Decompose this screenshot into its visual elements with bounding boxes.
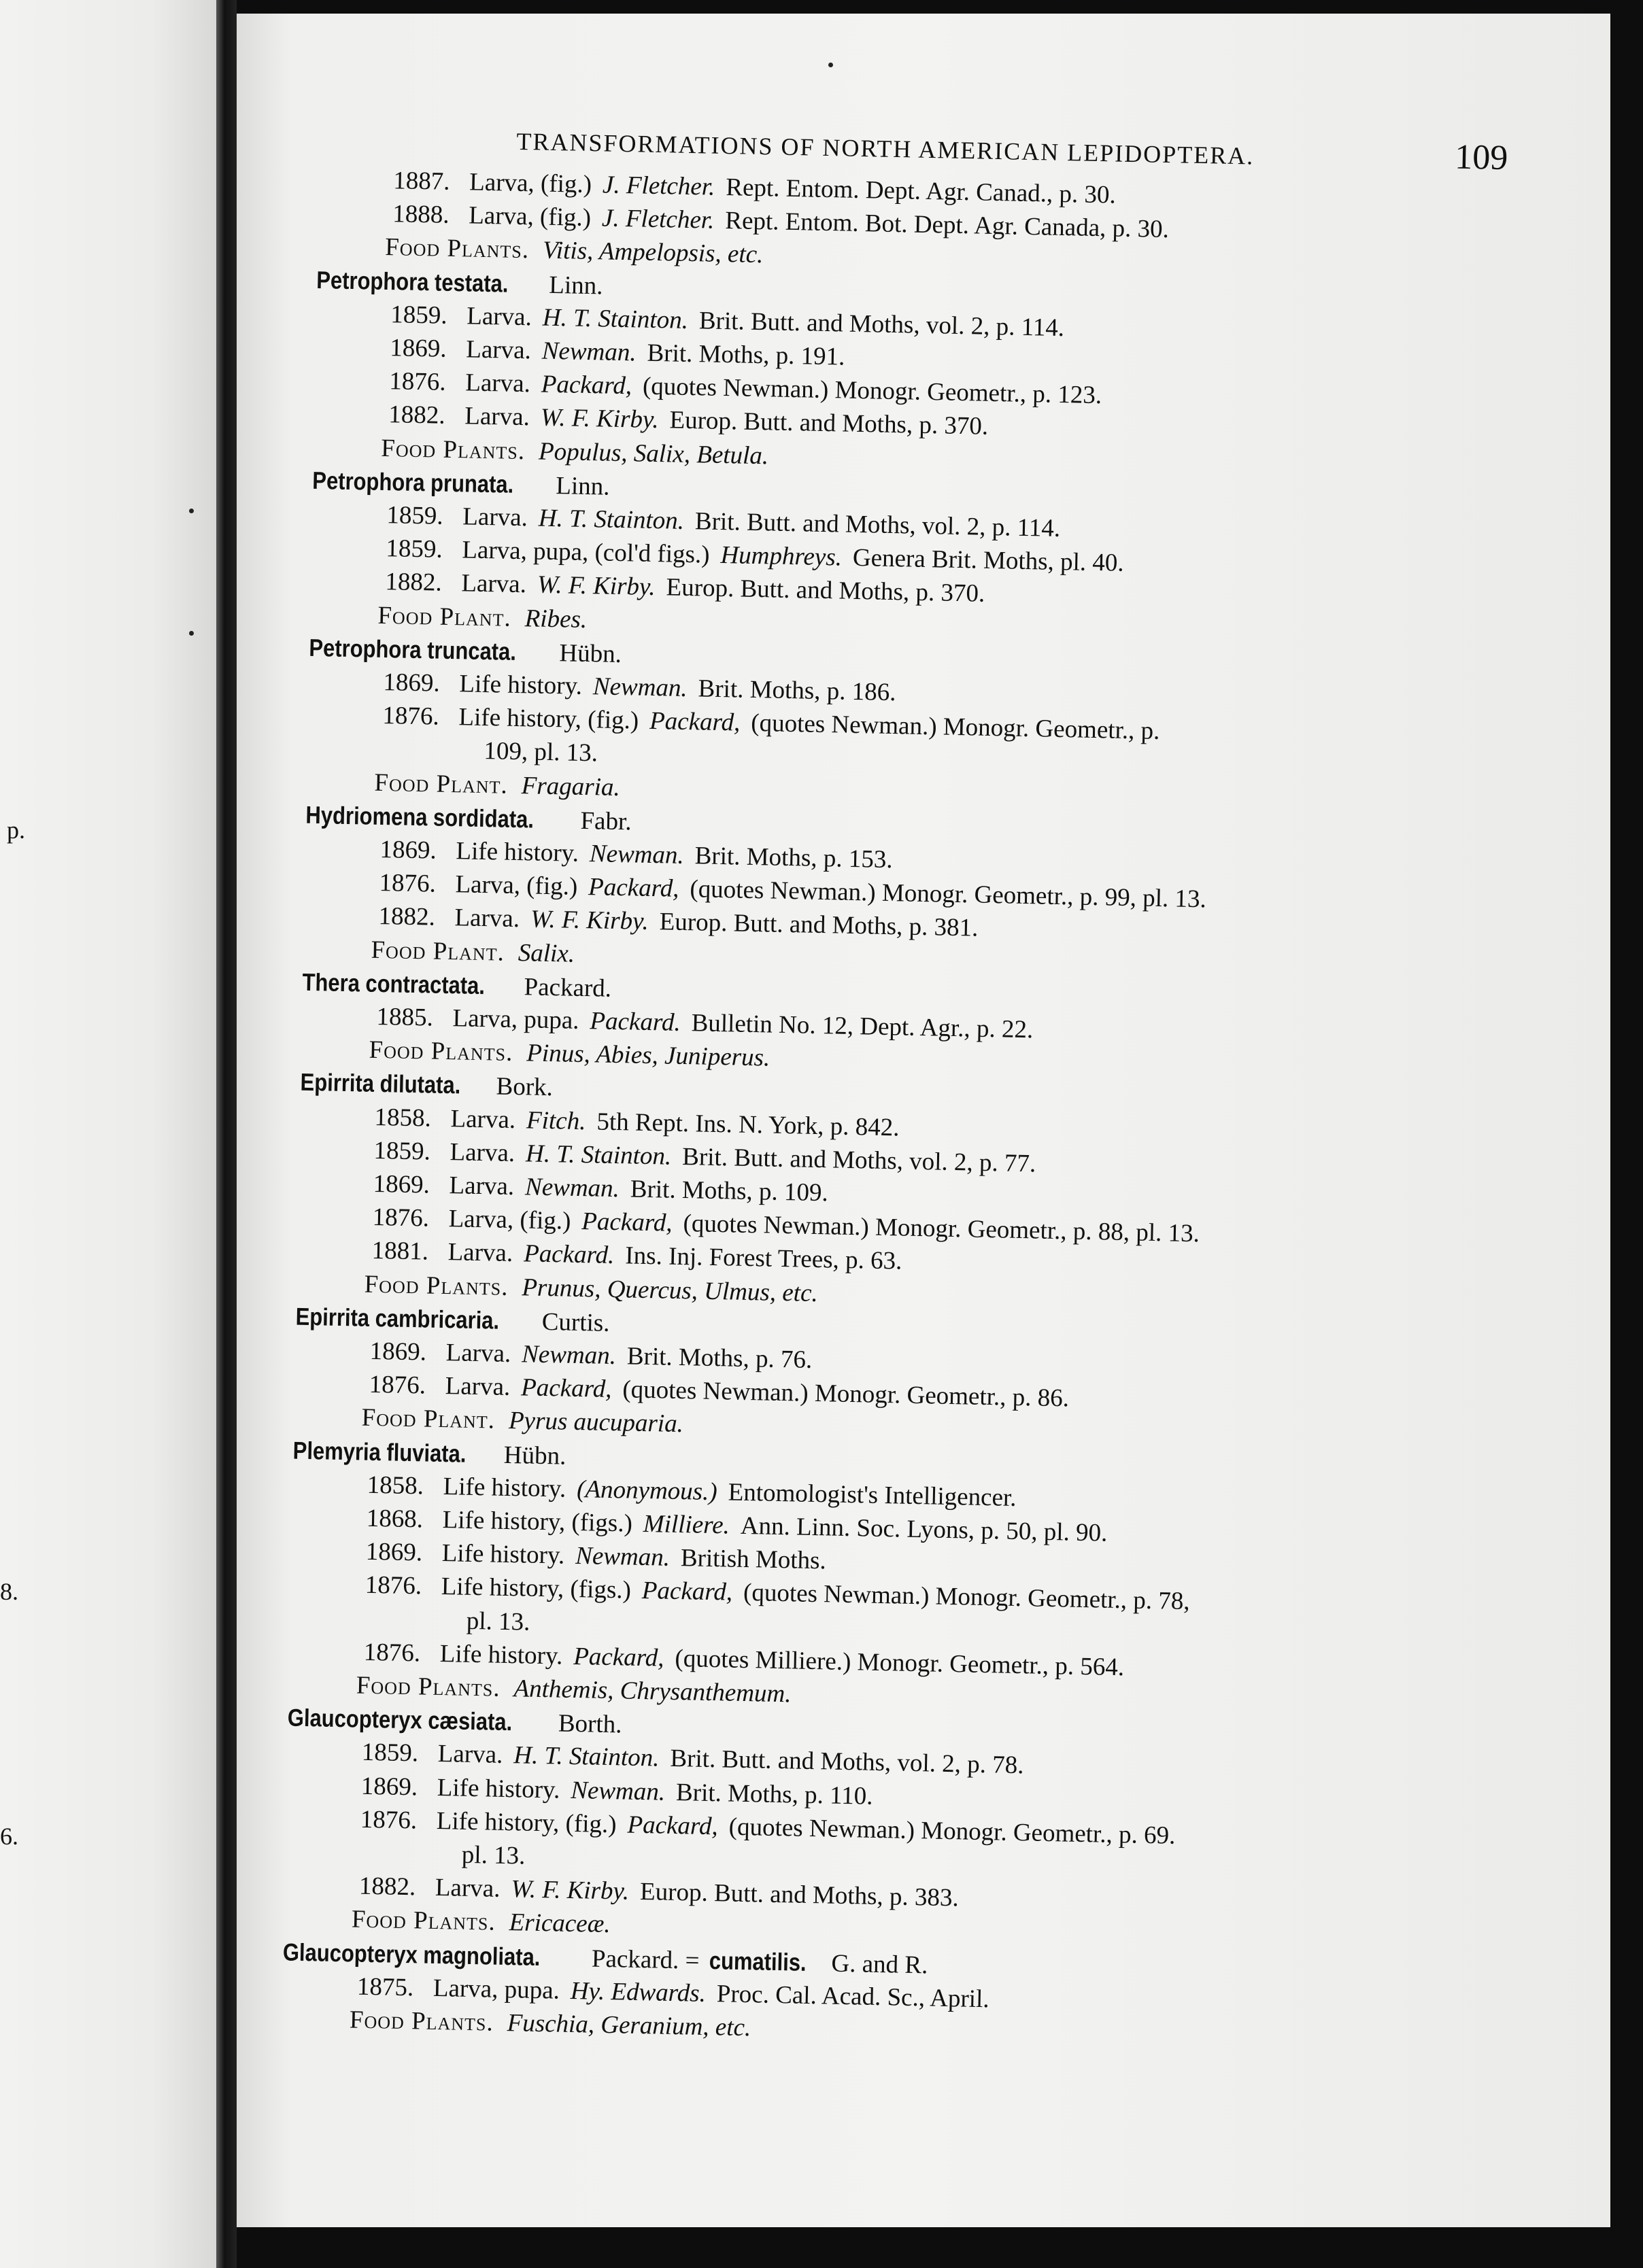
reference-author: Packard, bbox=[541, 370, 632, 400]
book-gutter bbox=[216, 0, 237, 2268]
reference-year: 1859. bbox=[373, 1136, 431, 1166]
publication: Europ. Butt. and Moths, p. 370. bbox=[666, 573, 985, 608]
publication: Rept. Entom. Dept. Agr. Canad., p. 30. bbox=[725, 173, 1117, 209]
publication: Europ. Butt. and Moths, p. 383. bbox=[639, 1878, 960, 1912]
food-plants-list: Fragaria. bbox=[521, 771, 621, 802]
life-stage: Larva. bbox=[466, 302, 532, 332]
life-stage: Larva. bbox=[445, 1372, 511, 1402]
life-stage: Larva. bbox=[464, 368, 531, 398]
life-stage: Life history. bbox=[439, 1639, 563, 1670]
reference-year: 1859. bbox=[361, 1738, 419, 1768]
species-name: Thera contractata. bbox=[302, 967, 486, 999]
reference-year: 1858. bbox=[367, 1471, 424, 1500]
publication: Genera Brit. Moths, pl. 40. bbox=[852, 544, 1125, 578]
reference-line bbox=[373, 1169, 828, 1208]
reference-author: Newman. bbox=[524, 1173, 620, 1203]
food-plants-label: Food Plants. bbox=[384, 233, 530, 264]
publication: Brit. Moths, p. 109. bbox=[630, 1175, 829, 1207]
reference-author: H. T. Stainton. bbox=[525, 1139, 672, 1171]
species-heading bbox=[300, 1067, 553, 1102]
continuation-line bbox=[461, 1840, 525, 1872]
species-heading bbox=[312, 466, 610, 502]
publication: Proc. Cal. Acad. Sc., April. bbox=[716, 1980, 990, 2014]
food-plants-list: Vitis, Ampelopsis, etc. bbox=[542, 237, 764, 269]
species-name: Epirrita cambricaria. bbox=[295, 1302, 500, 1335]
life-stage: Larva. bbox=[450, 1104, 516, 1134]
reference-author: Newman. bbox=[570, 1776, 666, 1806]
species-authority: Fabr. bbox=[580, 806, 632, 836]
reference-author: J. Fletcher. bbox=[601, 204, 715, 235]
reference-year: 1881. bbox=[371, 1237, 429, 1266]
food-plants-list: Salix. bbox=[518, 938, 575, 968]
species-name: Glaucopteryx magnoliata. bbox=[282, 1938, 541, 1971]
reference-author: Newman. bbox=[589, 840, 685, 870]
food-plants-line bbox=[374, 768, 620, 802]
reference-author: H. T. Stainton. bbox=[513, 1741, 660, 1772]
food-plants-list: Fuschia, Geranium, etc. bbox=[507, 2009, 751, 2042]
reference-author: Newman. bbox=[575, 1542, 671, 1572]
publication: Rept. Entom. Bot. Dept. Agr. Canada, p. 30. bbox=[724, 207, 1170, 244]
species-authority: Borth. bbox=[558, 1709, 622, 1739]
reference-line bbox=[365, 1537, 826, 1577]
reference-year: 1876. bbox=[360, 1805, 418, 1835]
reference-year: 1887. bbox=[392, 167, 450, 196]
food-plants-list: Pyrus aucuparia. bbox=[508, 1407, 684, 1439]
food-plants-line bbox=[369, 1035, 770, 1073]
speck bbox=[189, 509, 194, 513]
life-stage: Larva. bbox=[435, 1874, 501, 1904]
food-plants-label: Food Plants. bbox=[351, 1905, 496, 1937]
life-stage: Life history. bbox=[443, 1472, 566, 1503]
reference-year: 1876. bbox=[369, 1371, 426, 1400]
publication: Brit. Moths, p. 153. bbox=[694, 842, 893, 874]
reference-year: 1869. bbox=[360, 1772, 418, 1801]
reference-year: 1869. bbox=[369, 1337, 427, 1367]
reference-author: H. T. Stainton. bbox=[542, 303, 689, 334]
reference-year: 1869. bbox=[365, 1537, 423, 1567]
left-page-edge bbox=[0, 0, 216, 2268]
food-plants-list: Ribes. bbox=[524, 604, 588, 634]
publication: Bulletin No. 12, Dept. Agr., p. 22. bbox=[691, 1009, 1034, 1044]
reference-author: Fitch. bbox=[526, 1105, 586, 1135]
speck bbox=[189, 631, 194, 636]
reference-year: 1876. bbox=[382, 702, 440, 731]
food-plants-label: Food Plant. bbox=[377, 601, 512, 632]
left-margin-fragment: 8. bbox=[0, 1578, 18, 1605]
reference-author: Packard, bbox=[649, 707, 741, 737]
life-stage: Larva, (fig.) bbox=[469, 168, 592, 199]
food-plants-line bbox=[350, 2005, 751, 2043]
text-block bbox=[279, 122, 1508, 2185]
publication: Brit. Moths, p. 186. bbox=[698, 674, 896, 707]
left-margin-fragment: 6. bbox=[0, 1823, 18, 1850]
reference-author: W. F. Kirby. bbox=[530, 905, 649, 936]
species-authority: Curtis. bbox=[541, 1307, 610, 1337]
species-authority: Hübn. bbox=[503, 1441, 566, 1471]
reference-author: Newman. bbox=[592, 672, 688, 703]
publication: Entomologist's Intelligencer. bbox=[728, 1478, 1017, 1512]
reference-author: Newman. bbox=[521, 1340, 617, 1371]
food-plants-line bbox=[377, 600, 588, 634]
publication: (quotes Milliere.) Monogr. Geometr., p. 564. bbox=[675, 1644, 1125, 1681]
species-authority: Linn. bbox=[548, 271, 603, 300]
publication: Ins. Inj. Forest Trees, p. 63. bbox=[624, 1241, 902, 1275]
reference-author: J. Fletcher. bbox=[602, 171, 715, 201]
reference-line bbox=[379, 835, 893, 875]
food-plants-label: Food Plants. bbox=[356, 1671, 501, 1702]
publication: Brit. Butt. and Moths, vol. 2, p. 114. bbox=[698, 307, 1065, 342]
reference-line bbox=[390, 333, 845, 372]
food-plants-line bbox=[356, 1671, 792, 1710]
reference-year: 1869. bbox=[379, 835, 437, 865]
reference-author: Packard. bbox=[523, 1239, 615, 1270]
reference-year: 1859. bbox=[386, 501, 444, 530]
publication: (quotes Newman.) Monogr. Geometr., p. 123. bbox=[642, 372, 1102, 410]
continuation-line bbox=[484, 736, 598, 768]
food-plants-line bbox=[385, 233, 764, 270]
food-plants-line bbox=[381, 434, 769, 471]
reference-year: 1885. bbox=[376, 1002, 434, 1032]
species-heading bbox=[309, 633, 622, 669]
reference-year: 1868. bbox=[366, 1504, 424, 1534]
food-plants-list: Populus, Salix, Betula. bbox=[538, 437, 769, 470]
life-stage: Larva, pupa. bbox=[452, 1004, 579, 1035]
species-name: Hydriomena sordidata. bbox=[305, 800, 535, 834]
left-margin-fragment: p. bbox=[7, 817, 25, 844]
life-stage: Life history, (fig.) bbox=[436, 1806, 617, 1839]
food-plants-list: Prunus, Quercus, Ulmus, etc. bbox=[522, 1273, 819, 1307]
reference-line bbox=[383, 668, 896, 708]
life-stage: Larva, (fig.) bbox=[468, 201, 592, 233]
reference-author: H. T. Stainton. bbox=[538, 504, 685, 535]
life-stage: Life history, (fig.) bbox=[458, 703, 639, 735]
synonym-name: cumatilis. bbox=[709, 1946, 807, 1976]
synonym-authority: G. and R. bbox=[831, 1949, 928, 1980]
food-plants-list: Ericaceæ. bbox=[509, 1908, 611, 1939]
reference-author: W. F. Kirby. bbox=[511, 1875, 630, 1906]
continuation-text: pl. 13. bbox=[466, 1606, 530, 1636]
continuation-text: pl. 13. bbox=[461, 1840, 526, 1870]
reference-line bbox=[369, 1337, 812, 1375]
life-stage: Larva. bbox=[461, 569, 527, 599]
species-heading bbox=[302, 967, 611, 1003]
life-stage: Larva. bbox=[449, 1171, 515, 1201]
species-heading bbox=[292, 1435, 566, 1471]
reference-year: 1869. bbox=[373, 1169, 430, 1199]
reference-author: Humphreys. bbox=[720, 541, 843, 572]
publication: (quotes Newman.) Monogr. Geometr., p. bbox=[750, 709, 1160, 746]
publication: (quotes Newman.) Monogr. Geometr., p. 69. bbox=[728, 1812, 1176, 1850]
publication: Brit. Moths, p. 191. bbox=[647, 339, 845, 371]
page-number: 109 bbox=[1454, 137, 1508, 178]
food-plants-label: Food Plants. bbox=[369, 1035, 513, 1067]
reference-year: 1882. bbox=[385, 568, 443, 598]
food-plants-list: Anthemis, Chrysanthemum. bbox=[513, 1674, 792, 1708]
publication: (quotes Newman.) Monogr. Geometr., p. 86. bbox=[622, 1375, 1070, 1413]
reference-author: Packard, bbox=[520, 1373, 612, 1404]
publication: (quotes Newman.) Monogr. Geometr., p. 78, bbox=[743, 1579, 1191, 1616]
publication: Brit. Butt. and Moths, vol. 2, p. 78. bbox=[670, 1745, 1024, 1780]
reference-year: 1882. bbox=[358, 1872, 416, 1902]
reference-year: 1876. bbox=[372, 1203, 430, 1233]
reference-year: 1876. bbox=[379, 869, 437, 898]
food-plants-line bbox=[352, 1905, 611, 1940]
publication: Ann. Linn. Soc. Lyons, p. 50, pl. 90. bbox=[740, 1511, 1108, 1547]
species-name: Epirrita dilutata. bbox=[300, 1068, 461, 1099]
life-stage: Larva. bbox=[445, 1339, 511, 1369]
life-stage: Life history. bbox=[441, 1539, 565, 1570]
life-stage: Larva. bbox=[464, 402, 530, 432]
food-plants-label: Food Plant. bbox=[361, 1404, 496, 1434]
species-authority: Packard. = bbox=[591, 1944, 700, 1975]
publication: Brit. Butt. and Moths, vol. 2, p. 114. bbox=[694, 507, 1061, 543]
species-authority: Linn. bbox=[555, 471, 610, 501]
life-stage: Larva, (fig.) bbox=[455, 870, 578, 901]
reference-author: Milliere. bbox=[643, 1509, 730, 1540]
species-authority: Bork. bbox=[496, 1072, 554, 1102]
life-stage: Larva, pupa, (col'd figs.) bbox=[462, 536, 710, 569]
publication: Brit. Butt. and Moths, vol. 2, p. 77. bbox=[681, 1142, 1036, 1178]
food-plants-label: Food Plant. bbox=[371, 935, 505, 967]
publication: (quotes Newman.) Monogr. Geometr., p. 99, pl. 13. bbox=[690, 875, 1207, 914]
life-stage: Larva. bbox=[447, 1238, 513, 1268]
publication: 5th Rept. Ins. N. York, p. 842. bbox=[596, 1107, 900, 1141]
food-plants-line bbox=[371, 935, 575, 969]
reference-author: Packard, bbox=[627, 1810, 719, 1841]
species-heading bbox=[305, 800, 632, 837]
food-plants-label: Food Plants. bbox=[364, 1270, 509, 1301]
life-stage: Life history. bbox=[459, 670, 583, 700]
reference-author: Newman. bbox=[541, 337, 637, 367]
reference-author: Packard, bbox=[641, 1577, 733, 1607]
life-stage: Life history. bbox=[456, 837, 579, 867]
reference-line bbox=[360, 1771, 873, 1811]
life-stage: Larva, pupa. bbox=[433, 1974, 560, 2005]
reference-year: 1869. bbox=[383, 668, 441, 698]
species-heading bbox=[295, 1301, 610, 1337]
species-heading bbox=[316, 265, 603, 300]
species-authority: Hübn. bbox=[559, 639, 622, 668]
reference-year: 1882. bbox=[378, 902, 436, 932]
publication: Brit. Moths, p. 76. bbox=[626, 1342, 813, 1374]
food-plants-line bbox=[364, 1269, 818, 1308]
publication: (quotes Newman.) Monogr. Geometr., p. 88, pl. 13. bbox=[683, 1209, 1200, 1248]
reference-author: (Anonymous.) bbox=[576, 1475, 718, 1506]
reference-year: 1876. bbox=[363, 1638, 421, 1668]
reference-year: 1888. bbox=[392, 200, 450, 230]
running-head: TRANSFORMATIONS OF NORTH AMERICAN LEPIDOPTERA. bbox=[516, 127, 1255, 170]
reference-year: 1876. bbox=[365, 1571, 422, 1600]
reference-author: Packard, bbox=[588, 873, 679, 904]
reference-year: 1876. bbox=[388, 367, 447, 396]
species-name: Petrophora prunata. bbox=[312, 466, 514, 498]
continuation-line bbox=[466, 1606, 530, 1637]
publication: Europ. Butt. and Moths, p. 381. bbox=[659, 908, 979, 943]
reference-author: Packard. bbox=[590, 1007, 681, 1037]
reference-year: 1875. bbox=[356, 1972, 414, 2002]
species-name: Petrophora truncata. bbox=[309, 633, 517, 666]
species-name: Glaucopteryx cæsiata. bbox=[287, 1703, 513, 1736]
life-stage: Larva. bbox=[450, 1137, 515, 1167]
life-stage: Larva. bbox=[462, 502, 528, 532]
publication: Brit. Moths, p. 110. bbox=[675, 1778, 873, 1810]
life-stage: Life history. bbox=[437, 1773, 560, 1804]
species-name: Plemyria fluviata. bbox=[292, 1436, 467, 1468]
reference-year: 1859. bbox=[390, 300, 447, 330]
publication: British Moths. bbox=[680, 1544, 827, 1575]
food-plants-label: Food Plants. bbox=[349, 2006, 494, 2037]
life-stage: Larva. bbox=[454, 904, 520, 933]
life-stage: Larva, (fig.) bbox=[448, 1205, 571, 1235]
reference-year: 1869. bbox=[389, 334, 447, 363]
life-stage: Larva. bbox=[437, 1740, 503, 1770]
reference-year: 1859. bbox=[386, 534, 443, 564]
food-plants-list: Pinus, Abies, Juniperus. bbox=[526, 1039, 770, 1072]
reference-author: W. F. Kirby. bbox=[540, 404, 660, 434]
food-plants-label: Food Plants. bbox=[380, 434, 526, 465]
publication: Europ. Butt. and Moths, p. 370. bbox=[669, 406, 989, 441]
food-plants-label: Food Plant. bbox=[374, 768, 509, 800]
speck bbox=[828, 63, 833, 67]
reference-author: Packard, bbox=[573, 1642, 664, 1672]
species-authority: Packard. bbox=[524, 973, 612, 1003]
reference-author: W. F. Kirby. bbox=[537, 570, 656, 602]
reference-year: 1858. bbox=[374, 1103, 432, 1133]
food-plants-line bbox=[361, 1403, 683, 1439]
species-name: Petrophora testata. bbox=[316, 265, 509, 298]
species-heading bbox=[287, 1703, 622, 1740]
reference-year: 1882. bbox=[388, 400, 446, 430]
life-stage: Larva. bbox=[465, 335, 532, 365]
reference-author: Hy. Edwards. bbox=[570, 1976, 707, 2008]
life-stage: Life history, (figs.) bbox=[441, 1573, 632, 1605]
life-stage: Life history, (figs.) bbox=[442, 1506, 633, 1538]
continuation-text: 109, pl. 13. bbox=[484, 737, 598, 768]
reference-author: Packard, bbox=[581, 1207, 673, 1237]
